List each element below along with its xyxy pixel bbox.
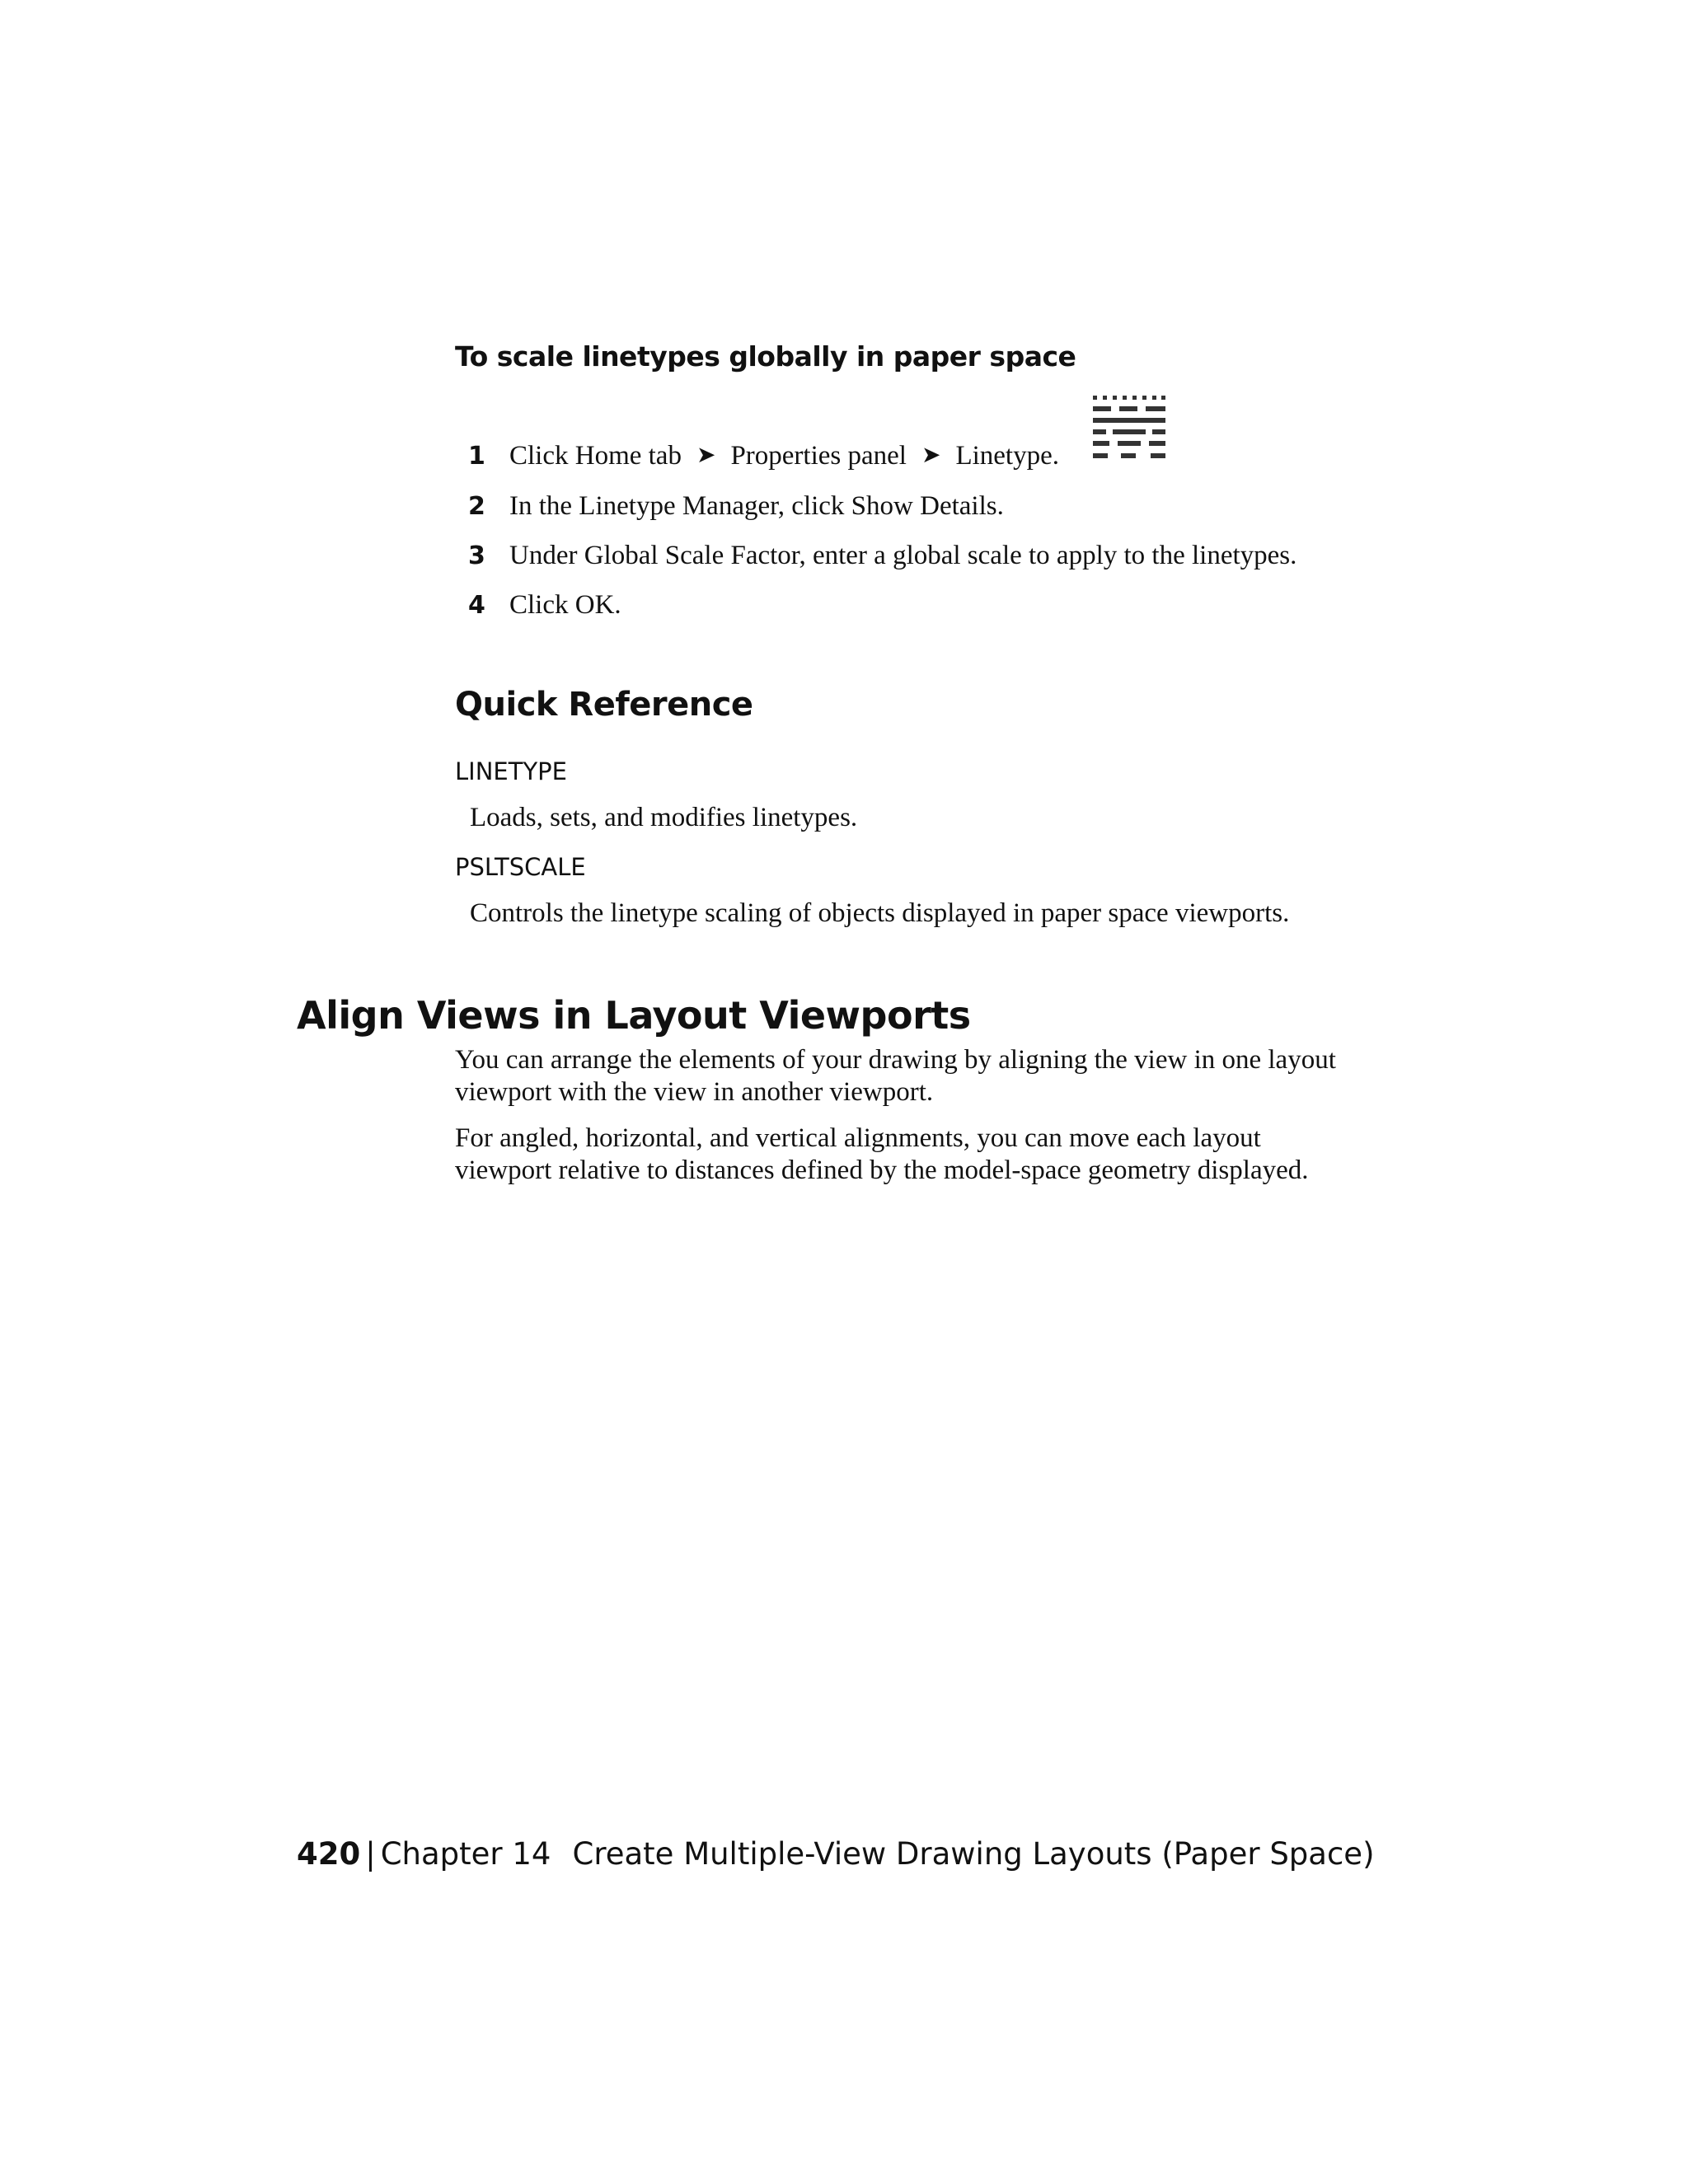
footer-separator: | <box>365 1836 376 1872</box>
section-paragraph-2: For angled, horizontal, and vertical alignments, you can move each layout viewport relative to distances defined by the model-space geometry displayed. <box>455 1123 1309 1185</box>
step-number: 4 <box>468 591 485 620</box>
procedure-step-2 <box>468 491 1004 522</box>
section-heading: Align Views in Layout Viewports <box>297 993 971 1038</box>
step-number: 3 <box>468 541 485 570</box>
step-number: 1 <box>468 442 485 471</box>
step-text: Under Global Scale Factor, enter a global scale to apply to the linetypes. <box>509 541 1297 570</box>
step-text-properties-panel: Properties panel <box>730 441 907 471</box>
step-text-linetype: Linetype. <box>955 441 1059 471</box>
procedure-step-3 <box>468 541 1296 571</box>
menu-path-arrow-icon: ➤ <box>696 443 716 468</box>
procedure-step-1 <box>468 441 1059 471</box>
reference-description: Controls the linetype scaling of objects displayed in paper space viewports. <box>470 898 1290 928</box>
reference-term-linetype: LINETYPE <box>455 757 567 785</box>
menu-path-arrow-icon: ➤ <box>921 443 941 468</box>
step-text-home-tab: Click Home tab <box>509 441 682 471</box>
quick-reference-heading: Quick Reference <box>455 686 753 724</box>
step-text: In the Linetype Manager, click Show Details. <box>509 491 1004 521</box>
reference-description: Loads, sets, and modifies linetypes. <box>470 803 858 832</box>
chapter-title: Create Multiple-View Drawing Layouts (Paper Space) <box>572 1836 1375 1872</box>
procedure-step-4 <box>468 590 621 621</box>
page-footer <box>297 1836 1375 1872</box>
reference-term-psltscale: PSLTSCALE <box>455 853 586 881</box>
step-number: 2 <box>468 492 485 521</box>
page-number: 420 <box>297 1836 361 1872</box>
procedure-title: To scale linetypes globally in paper space <box>455 340 1076 373</box>
linetype-icon <box>1093 396 1165 462</box>
section-paragraph-1: You can arrange the elements of your drawing by aligning the view in one layout viewport with the view in another viewport. <box>455 1045 1336 1107</box>
step-text: Click OK. <box>509 590 621 620</box>
chapter-label: Chapter 14 <box>380 1836 551 1872</box>
